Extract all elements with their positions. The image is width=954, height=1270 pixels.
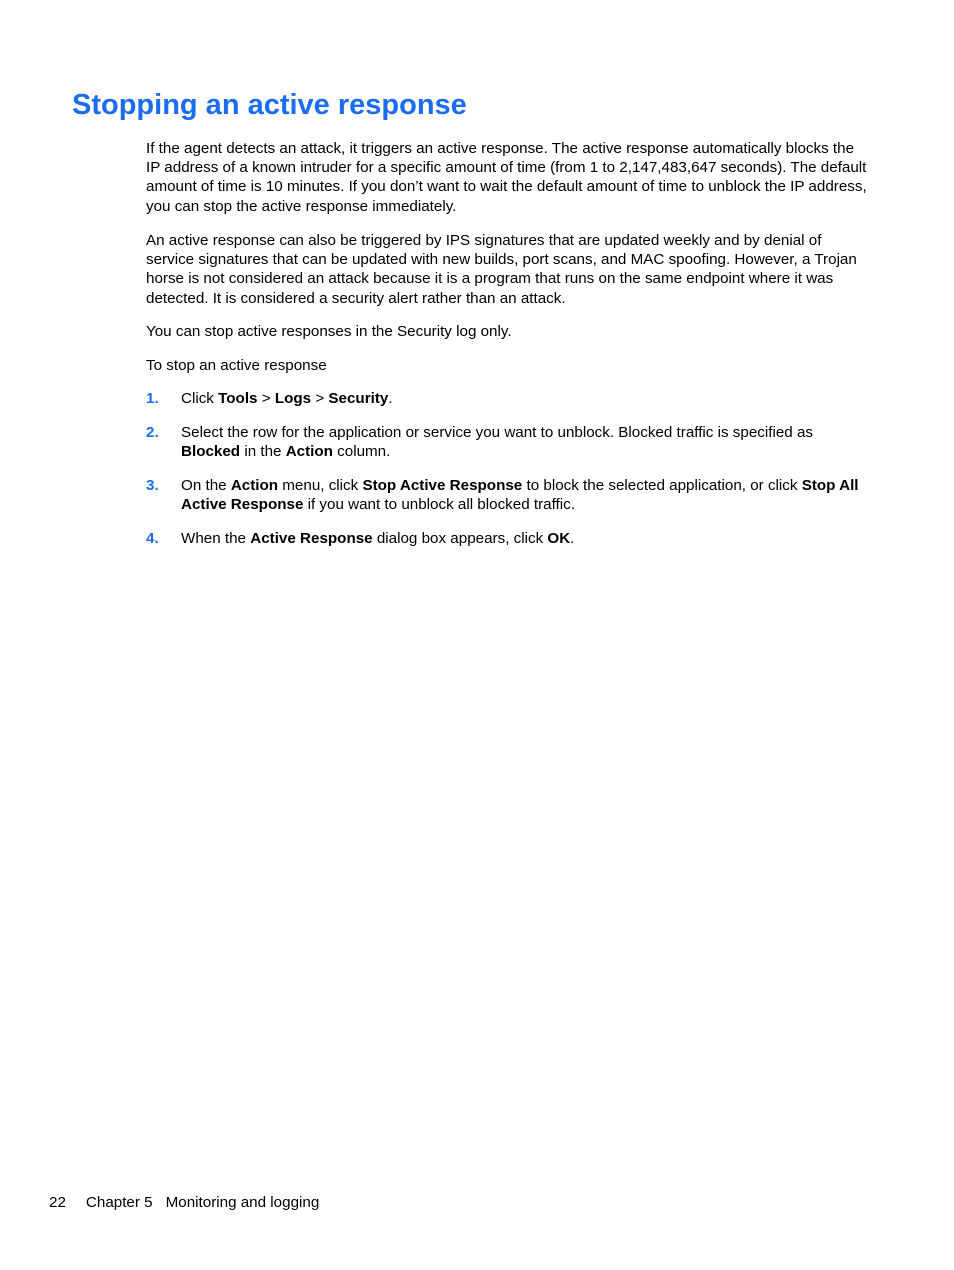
paragraph-triggers: An active response can also be triggered by IPS signatures that are updated weekly and by denial of service signatures that can be updated with new builds, port scans, and MAC spoofing. However, a Trojan horse is not considered an attack because it is a program that runs on the same endpoint where it was detected. It is considered a security alert rather than an attack. xyxy=(146,232,857,307)
ui-term: Security xyxy=(328,390,389,407)
paragraph-intro: If the agent detects an attack, it triggers an active response. The active response automatically blocks the IP address of a known intruder for a specific amount of time (from 1 to 2,147,483,647 seconds). The default amount of time is 10 minutes. If you don’t want to wait the default amount of time to unblock the IP address, you can stop the active response immediately. xyxy=(146,140,867,215)
ui-term: Stop Active Response xyxy=(362,477,523,494)
paragraph-security-log: You can stop active responses in the Security log only. xyxy=(146,323,512,340)
section-label: Monitoring and logging xyxy=(165,1194,320,1211)
step-text xyxy=(181,423,873,461)
ui-term: OK xyxy=(547,530,571,547)
step-text-run: if you want to unblock all blocked traffic. xyxy=(303,496,575,514)
step-text-run: to block the selected application, or click xyxy=(522,477,802,494)
page-footer xyxy=(49,1193,319,1212)
step-text xyxy=(181,389,873,408)
procedure-heading: To stop an active response xyxy=(146,357,327,374)
step-text-run: Click xyxy=(181,390,219,407)
step-number: 4. xyxy=(146,530,159,547)
step-text-run: When the xyxy=(181,530,251,547)
step-text-run: Select the row for the application or service you want to unblock. Blocked traffic is specified as xyxy=(181,424,814,441)
step-text-run: > xyxy=(257,390,275,407)
page-number: 22 xyxy=(49,1194,66,1211)
ui-term: Tools xyxy=(218,390,258,407)
ui-term: Stop All Active Response xyxy=(181,477,859,514)
step-text-run: menu, click xyxy=(278,477,363,494)
step-text xyxy=(181,529,873,548)
step-text-run: in the xyxy=(240,443,286,461)
ui-term: Blocked xyxy=(181,443,241,461)
step-number: 1. xyxy=(146,390,159,407)
step-number: 3. xyxy=(146,477,159,494)
step-number: 2. xyxy=(146,424,159,441)
step-text xyxy=(181,476,873,514)
ui-term: Logs xyxy=(274,390,312,407)
ui-term: Action xyxy=(230,477,279,494)
ui-term: Active Response xyxy=(250,530,373,547)
page-title: Stopping an active response xyxy=(72,89,467,121)
step-text-run: On the xyxy=(181,477,231,494)
step-text-run: > xyxy=(311,390,329,407)
step-text-run: dialog box appears, click xyxy=(372,530,548,547)
step-text-run: . xyxy=(388,390,393,407)
chapter-label: Chapter 5 xyxy=(85,1194,153,1211)
ui-term: Action xyxy=(285,443,333,461)
step-text-run: column. xyxy=(332,443,391,461)
step-text-run: . xyxy=(570,530,575,547)
